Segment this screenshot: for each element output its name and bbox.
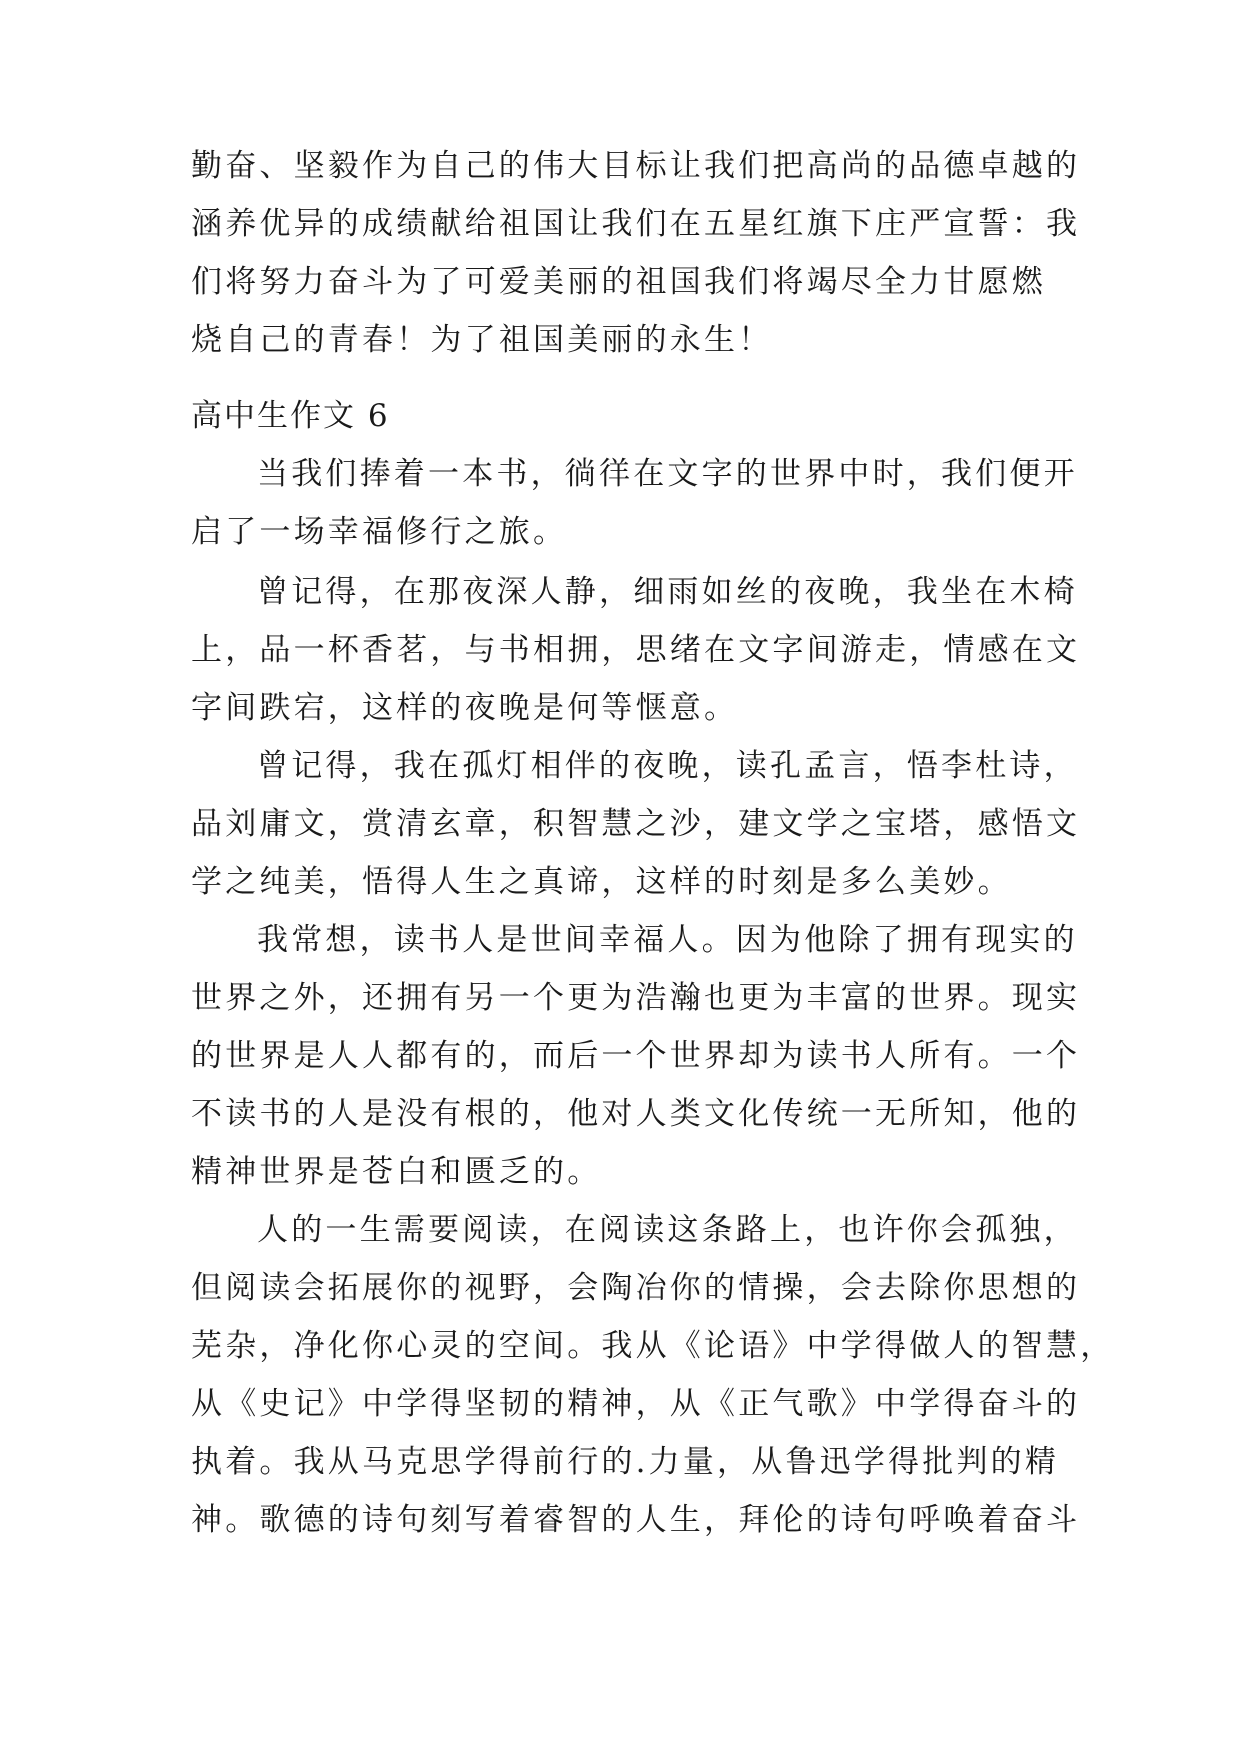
- text-line: 不读书的人是没有根的，他对人类文化传统一无所知，他的: [191, 1096, 1081, 1132]
- text-line: 曾记得，我在孤灯相伴的夜晚，读孔孟言，悟李杜诗，: [257, 748, 1078, 784]
- text-line: 涵养优异的成绩献给祖国让我们在五星红旗下庄严宣誓：我: [191, 206, 1081, 242]
- intro-paragraph: [191, 137, 1081, 369]
- text-line: 们将努力奋斗为了可爱美丽的祖国我们将竭尽全力甘愿燃: [191, 264, 1046, 300]
- text-line: 我常想，读书人是世间幸福人。因为他除了拥有现实的: [257, 922, 1078, 958]
- essay-title: 高中生作文 6: [191, 398, 390, 434]
- text-line: 世界之外，还拥有另一个更为浩瀚也更为丰富的世界。现实: [191, 980, 1081, 1016]
- paragraph-5: [191, 1201, 1115, 1549]
- text-line: 学之纯美，悟得人生之真谛，这样的时刻是多么美妙。: [191, 864, 1012, 900]
- paragraph-3: [191, 737, 1081, 911]
- text-line: 当我们捧着一本书，徜徉在文字的世界中时，我们便开: [257, 456, 1078, 492]
- text-line: 芜杂，净化你心灵的空间。我从《论语》中学得做人的智慧，: [191, 1328, 1115, 1364]
- paragraph-4: [191, 911, 1081, 1201]
- paragraph-2: [191, 563, 1081, 737]
- text-line: 品刘庸文，赏清玄章，积智慧之沙，建文学之宝塔，感悟文: [191, 806, 1081, 842]
- text-line: 曾记得，在那夜深人静，细雨如丝的夜晚，我坐在木椅: [257, 574, 1078, 610]
- text-line: 勤奋、坚毅作为自己的伟大目标让我们把高尚的品德卓越的: [191, 148, 1081, 184]
- text-line: 启了一场幸福修行之旅。: [191, 514, 568, 550]
- text-line: 但阅读会拓展你的视野，会陶冶你的情操，会去除你思想的: [191, 1270, 1081, 1306]
- essay-title-block: [191, 390, 1051, 442]
- text-line: 执着。我从马克思学得前行的.力量，从鲁迅学得批判的精: [191, 1444, 1060, 1480]
- text-line: 的世界是人人都有的，而后一个世界却为读书人所有。一个: [191, 1038, 1081, 1074]
- text-line: 上，品一杯香茗，与书相拥，思绪在文字间游走，情感在文: [191, 632, 1081, 668]
- text-line: 神。歌德的诗句刻写着睿智的人生，拜伦的诗句呼唤着奋斗: [191, 1502, 1081, 1538]
- text-line: 字间跌宕，这样的夜晚是何等惬意。: [191, 690, 739, 726]
- paragraph-1: [191, 445, 1078, 561]
- text-line: 人的一生需要阅读，在阅读这条路上，也许你会孤独，: [257, 1212, 1078, 1248]
- text-line: 从《史记》中学得坚韧的精神，从《正气歌》中学得奋斗的: [191, 1386, 1081, 1422]
- text-line: 烧自己的青春！为了祖国美丽的永生！: [191, 322, 773, 358]
- text-line: 精神世界是苍白和匮乏的。: [191, 1154, 602, 1190]
